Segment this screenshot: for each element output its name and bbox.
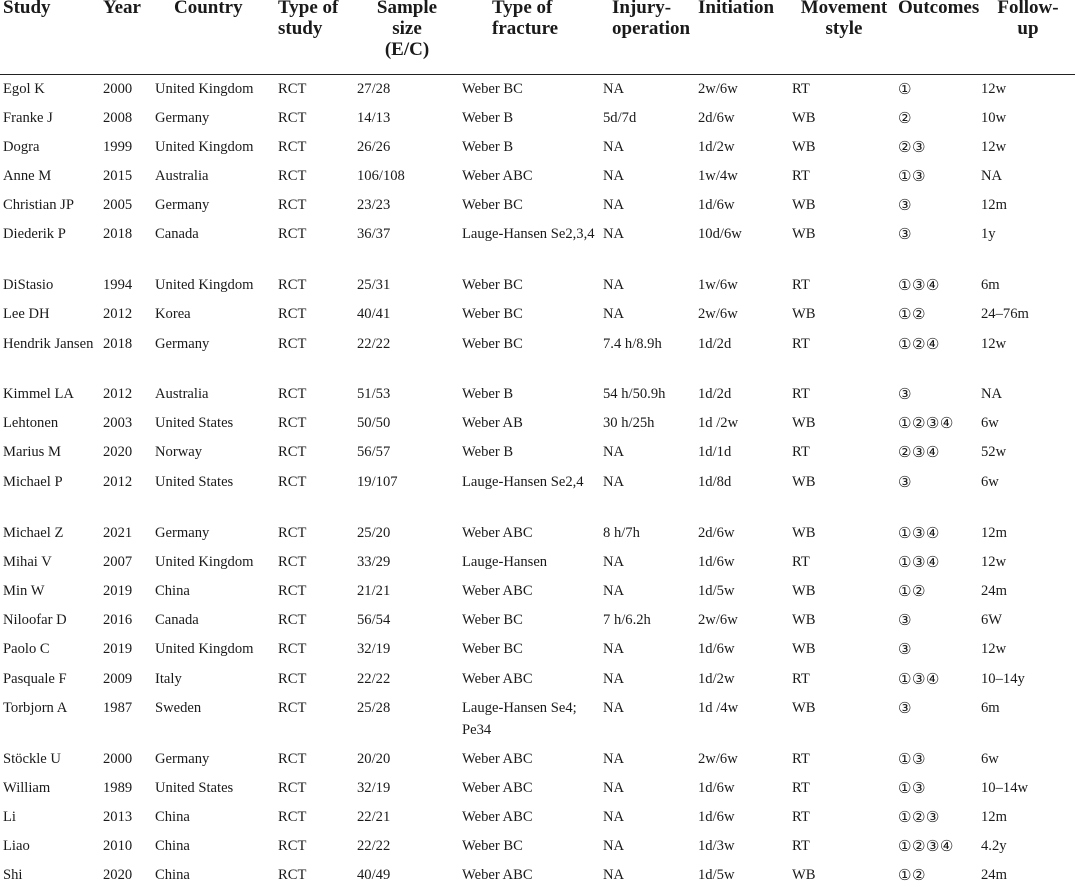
cell-movement-style: WB [792,612,816,628]
cell-initiation: 1d/5w [698,867,735,883]
cell-country: Italy [155,671,182,687]
cell-country: United States [155,474,234,490]
cell-injury-operation: NA [603,809,625,825]
cell-follow-up: 10–14w [981,780,1029,796]
cell-country: China [155,838,190,854]
cell-study: Min W [3,583,45,599]
cell-outcomes: ①③ [898,779,926,797]
cell-follow-up: 6w [981,415,999,431]
cell-sample-size: 22/21 [357,809,391,825]
cell-injury-operation: 7.4 h/8.9h [603,336,662,352]
cell-movement-style: RT [792,554,810,570]
cell-injury-operation: NA [603,168,625,184]
cell-year: 2010 [103,838,133,854]
cell-type-of-study: RCT [278,554,307,570]
cell-year: 2012 [103,474,133,490]
cell-country: Germany [155,525,210,541]
cell-outcomes: ①②③④ [898,837,954,855]
cell-movement-style: WB [792,110,816,126]
cell-study: Diederik P [3,226,66,242]
cell-type-of-fracture: Lauge-Hansen Se4; Pe34 [462,700,577,738]
cell-year: 1989 [103,780,133,796]
cell-initiation: 1d/3w [698,838,735,854]
cell-movement-style: WB [792,641,816,657]
cell-follow-up: NA [981,386,1003,402]
cell-follow-up: 1y [981,226,996,242]
cell-study: Pasquale F [3,671,67,687]
cell-study: Paolo C [3,641,50,657]
cell-country: United States [155,780,234,796]
cell-injury-operation: NA [603,444,625,460]
cell-year: 2018 [103,226,133,242]
cell-year: 2018 [103,336,133,352]
cell-type-of-fracture: Weber BC [462,197,523,213]
cell-type-of-study: RCT [278,415,307,431]
cell-movement-style: RT [792,81,810,97]
cell-outcomes: ②③④ [898,443,940,461]
cell-outcomes: ③ [898,385,912,403]
cell-follow-up: 6w [981,751,999,767]
cell-year: 2000 [103,751,133,767]
cell-follow-up: 52w [981,444,1007,460]
cell-movement-style: WB [792,226,816,242]
cell-type-of-study: RCT [278,641,307,657]
cell-injury-operation: NA [603,139,625,155]
cell-movement-style: RT [792,336,810,352]
cell-outcomes: ①③④ [898,524,940,542]
cell-study: Marius M [3,444,61,460]
cell-injury-operation: NA [603,867,625,883]
cell-type-of-study: RCT [278,110,307,126]
cell-movement-style: WB [792,867,816,883]
cell-initiation: 1d /4w [698,700,739,716]
cell-injury-operation: NA [603,751,625,767]
cell-study: DiStasio [3,277,54,293]
cell-injury-operation: NA [603,226,625,242]
cell-outcomes: ③ [898,473,912,491]
cell-type-of-fracture: Weber ABC [462,525,533,541]
cell-movement-style: WB [792,474,816,490]
cell-injury-operation: NA [603,554,625,570]
cell-type-of-fracture: Lauge-Hansen Se2,3,4 [462,226,595,242]
cell-sample-size: 32/19 [357,780,391,796]
cell-type-of-study: RCT [278,197,307,213]
cell-year: 1994 [103,277,133,293]
cell-year: 2020 [103,444,133,460]
cell-outcomes: ③ [898,611,912,629]
cell-country: Australia [155,168,209,184]
cell-country: Sweden [155,700,202,716]
cell-injury-operation: NA [603,700,625,716]
header-type-of-fracture: Type of fracture [492,0,559,39]
cell-follow-up: 10–14y [981,671,1025,687]
cell-follow-up: 10w [981,110,1007,126]
cell-sample-size: 40/41 [357,306,391,322]
cell-type-of-fracture: Weber B [462,444,514,460]
header-outcomes: Outcomes [898,0,980,18]
cell-sample-size: 56/57 [357,444,391,460]
cell-follow-up: 6m [981,700,1000,716]
cell-country: United Kingdom [155,81,254,97]
cell-year: 2019 [103,583,133,599]
cell-country: Australia [155,386,209,402]
cell-follow-up: 12m [981,525,1007,541]
cell-outcomes: ①② [898,866,926,884]
cell-follow-up: 12w [981,139,1007,155]
header-injury-operation: Injury- operation [612,0,691,39]
cell-initiation: 1d/8d [698,474,732,490]
cell-initiation: 1d/6w [698,554,735,570]
cell-study: Li [3,809,16,825]
cell-type-of-fracture: Weber BC [462,81,523,97]
cell-study: Hendrik Jansen [3,336,94,352]
cell-study: Michael Z [3,525,64,541]
cell-type-of-study: RCT [278,612,307,628]
cell-outcomes: ③ [898,225,912,243]
cell-type-of-study: RCT [278,139,307,155]
cell-country: Germany [155,751,210,767]
cell-type-of-study: RCT [278,700,307,716]
cell-study: Lee DH [3,306,50,322]
cell-outcomes: ①③④ [898,276,940,294]
cell-injury-operation: NA [603,474,625,490]
cell-sample-size: 36/37 [357,226,391,242]
cell-country: United States [155,415,234,431]
cell-type-of-fracture: Weber B [462,386,514,402]
cell-sample-size: 33/29 [357,554,391,570]
cell-outcomes: ①②③ [898,808,940,826]
cell-sample-size: 25/28 [357,700,391,716]
cell-initiation: 2w/6w [698,612,738,628]
cell-sample-size: 40/49 [357,867,391,883]
cell-outcomes: ①② [898,582,926,600]
cell-country: United Kingdom [155,641,254,657]
cell-type-of-fracture: Weber ABC [462,809,533,825]
cell-year: 2012 [103,306,133,322]
cell-outcomes: ①②④ [898,335,940,353]
cell-injury-operation: 7 h/6.2h [603,612,651,628]
cell-type-of-study: RCT [278,306,307,322]
cell-type-of-fracture: Lauge-Hansen [462,554,548,570]
cell-follow-up: 24m [981,583,1007,599]
cell-outcomes: ①③④ [898,670,940,688]
header-country: Country [174,0,243,18]
cell-initiation: 1w/6w [698,277,738,293]
cell-follow-up: 6W [981,612,1003,628]
cell-sample-size: 25/31 [357,277,391,293]
cell-type-of-study: RCT [278,867,307,883]
cell-country: China [155,583,190,599]
cell-sample-size: 27/28 [357,81,391,97]
cell-year: 1987 [103,700,133,716]
header-year: Year [103,0,141,18]
cell-injury-operation: NA [603,671,625,687]
cell-movement-style: RT [792,277,810,293]
cell-study: Kimmel LA [3,386,74,402]
cell-outcomes: ③ [898,196,912,214]
cell-type-of-fracture: Weber AB [462,415,523,431]
cell-year: 2015 [103,168,133,184]
cell-country: Canada [155,612,199,628]
cell-movement-style: WB [792,415,816,431]
cell-follow-up: 12w [981,81,1007,97]
header-follow-up: Follow- up [997,0,1059,39]
cell-type-of-fracture: Weber BC [462,641,523,657]
cell-sample-size: 26/26 [357,139,391,155]
cell-follow-up: 24m [981,867,1007,883]
cell-study: Torbjorn A [3,700,68,716]
cell-outcomes: ①②③④ [898,414,954,432]
cell-sample-size: 20/20 [357,751,391,767]
cell-type-of-study: RCT [278,474,307,490]
cell-initiation: 2w/6w [698,306,738,322]
cell-type-of-study: RCT [278,386,307,402]
cell-initiation: 1d /2w [698,415,739,431]
cell-country: Korea [155,306,191,322]
cell-injury-operation: NA [603,838,625,854]
cell-type-of-fracture: Weber ABC [462,168,533,184]
cell-initiation: 1d/2d [698,336,732,352]
cell-follow-up: 12m [981,809,1007,825]
cell-type-of-study: RCT [278,81,307,97]
cell-outcomes: ② [898,109,912,127]
cell-initiation: 1d/2w [698,671,735,687]
cell-year: 2013 [103,809,133,825]
cell-injury-operation: 54 h/50.9h [603,386,666,402]
cell-injury-operation: NA [603,583,625,599]
cell-country: Norway [155,444,203,460]
cell-movement-style: WB [792,139,816,155]
cell-sample-size: 21/21 [357,583,391,599]
cell-type-of-study: RCT [278,809,307,825]
cell-initiation: 2d/6w [698,110,735,126]
cell-follow-up: 12w [981,554,1007,570]
cell-year: 2008 [103,110,133,126]
cell-injury-operation: NA [603,81,625,97]
cell-type-of-study: RCT [278,444,307,460]
cell-sample-size: 106/108 [357,168,405,184]
cell-study: Stöckle U [3,751,61,767]
cell-injury-operation: NA [603,641,625,657]
cell-country: Germany [155,197,210,213]
cell-initiation: 2d/6w [698,525,735,541]
cell-study: Niloofar D [3,612,67,628]
cell-injury-operation: NA [603,277,625,293]
cell-type-of-study: RCT [278,751,307,767]
cell-study: Anne M [3,168,52,184]
cell-study: Mihai V [3,554,52,570]
cell-type-of-study: RCT [278,671,307,687]
cell-movement-style: RT [792,168,810,184]
cell-study: Christian JP [3,197,74,213]
cell-study: William [3,780,51,796]
cell-injury-operation: NA [603,780,625,796]
cell-outcomes: ①③ [898,750,926,768]
cell-follow-up: 6m [981,277,1000,293]
cell-movement-style: RT [792,671,810,687]
cell-follow-up: 4.2y [981,838,1007,854]
cell-study: Michael P [3,474,63,490]
cell-sample-size: 50/50 [357,415,391,431]
cell-initiation: 1d/2d [698,386,732,402]
cell-sample-size: 23/23 [357,197,391,213]
cell-study: Egol K [3,81,45,97]
cell-year: 2009 [103,671,133,687]
cell-country: United Kingdom [155,139,254,155]
header-type-of-study: Type of study [278,0,339,39]
cell-movement-style: RT [792,780,810,796]
cell-country: Germany [155,336,210,352]
cell-outcomes: ③ [898,640,912,658]
cell-sample-size: 56/54 [357,612,391,628]
cell-initiation: 1d/1d [698,444,732,460]
cell-sample-size: 22/22 [357,336,391,352]
cell-country: United Kingdom [155,277,254,293]
cell-movement-style: RT [792,386,810,402]
cell-year: 2003 [103,415,133,431]
cell-injury-operation: 8 h/7h [603,525,640,541]
cell-initiation: 1d/2w [698,139,735,155]
cell-follow-up: 12m [981,197,1007,213]
cell-follow-up: NA [981,168,1003,184]
cell-movement-style: RT [792,444,810,460]
cell-type-of-study: RCT [278,780,307,796]
cell-country: Canada [155,226,199,242]
cell-type-of-fracture: Weber BC [462,336,523,352]
cell-type-of-fracture: Weber BC [462,306,523,322]
cell-sample-size: 22/22 [357,671,391,687]
cell-initiation: 1d/6w [698,641,735,657]
cell-initiation: 1w/4w [698,168,738,184]
cell-year: 2012 [103,386,133,402]
cell-follow-up: 6w [981,474,999,490]
cell-study: Liao [3,838,30,854]
cell-type-of-study: RCT [278,838,307,854]
cell-type-of-fracture: Weber BC [462,612,523,628]
cell-injury-operation: NA [603,306,625,322]
cell-year: 2005 [103,197,133,213]
cell-country: China [155,867,190,883]
cell-type-of-fracture: Weber ABC [462,751,533,767]
cell-movement-style: WB [792,583,816,599]
cell-study: Shi [3,867,23,883]
cell-follow-up: 12w [981,336,1007,352]
cell-injury-operation: 30 h/25h [603,415,655,431]
cell-initiation: 1d/6w [698,780,735,796]
cell-sample-size: 25/20 [357,525,391,541]
cell-type-of-fracture: Weber ABC [462,867,533,883]
cell-year: 1999 [103,139,133,155]
cell-study: Lehtonen [3,415,59,431]
cell-type-of-fracture: Weber ABC [462,583,533,599]
cell-sample-size: 32/19 [357,641,391,657]
cell-movement-style: RT [792,809,810,825]
cell-initiation: 1d/5w [698,583,735,599]
cell-type-of-study: RCT [278,277,307,293]
cell-type-of-fracture: Weber BC [462,838,523,854]
cell-type-of-fracture: Weber ABC [462,780,533,796]
header-initiation: Initiation [698,0,775,18]
cell-injury-operation: NA [603,197,625,213]
cell-type-of-fracture: Weber BC [462,277,523,293]
cell-initiation: 2w/6w [698,81,738,97]
cell-type-of-study: RCT [278,226,307,242]
cell-initiation: 2w/6w [698,751,738,767]
cell-outcomes: ① [898,80,912,98]
cell-initiation: 1d/6w [698,809,735,825]
cell-outcomes: ①② [898,305,926,323]
cell-type-of-study: RCT [278,525,307,541]
cell-year: 2000 [103,81,133,97]
cell-country: Germany [155,110,210,126]
cell-initiation: 1d/6w [698,197,735,213]
cell-sample-size: 19/107 [357,474,398,490]
cell-type-of-fracture: Weber B [462,110,514,126]
cell-type-of-fracture: Weber ABC [462,671,533,687]
cell-sample-size: 22/22 [357,838,391,854]
cell-follow-up: 12w [981,641,1007,657]
cell-outcomes: ①③ [898,167,926,185]
cell-movement-style: WB [792,306,816,322]
cell-outcomes: ③ [898,699,912,717]
cell-year: 2020 [103,867,133,883]
cell-country: China [155,809,190,825]
cell-movement-style: WB [792,525,816,541]
cell-type-of-study: RCT [278,168,307,184]
cell-movement-style: RT [792,751,810,767]
cell-year: 2007 [103,554,133,570]
cell-type-of-study: RCT [278,336,307,352]
cell-year: 2016 [103,612,133,628]
cell-year: 2019 [103,641,133,657]
cell-type-of-fracture: Weber B [462,139,514,155]
cell-study: Dogra [3,139,40,155]
cell-sample-size: 14/13 [357,110,391,126]
cell-follow-up: 24–76m [981,306,1029,322]
header-movement-style: Movement style [800,0,888,39]
cell-study: Franke J [3,110,53,126]
cell-injury-operation: 5d/7d [603,110,637,126]
cell-sample-size: 51/53 [357,386,391,402]
header-sample-size: Sample size (E/C) [376,0,438,60]
cell-year: 2021 [103,525,133,541]
cell-movement-style: WB [792,700,816,716]
cell-movement-style: WB [792,197,816,213]
table-header [0,0,1075,75]
cell-type-of-study: RCT [278,583,307,599]
cell-outcomes: ②③ [898,138,926,156]
cell-movement-style: RT [792,838,810,854]
cell-initiation: 10d/6w [698,226,742,242]
cell-outcomes: ①③④ [898,553,940,571]
header-study: Study [3,0,51,18]
cell-country: United Kingdom [155,554,254,570]
cell-type-of-fracture: Lauge-Hansen Se2,4 [462,474,584,490]
